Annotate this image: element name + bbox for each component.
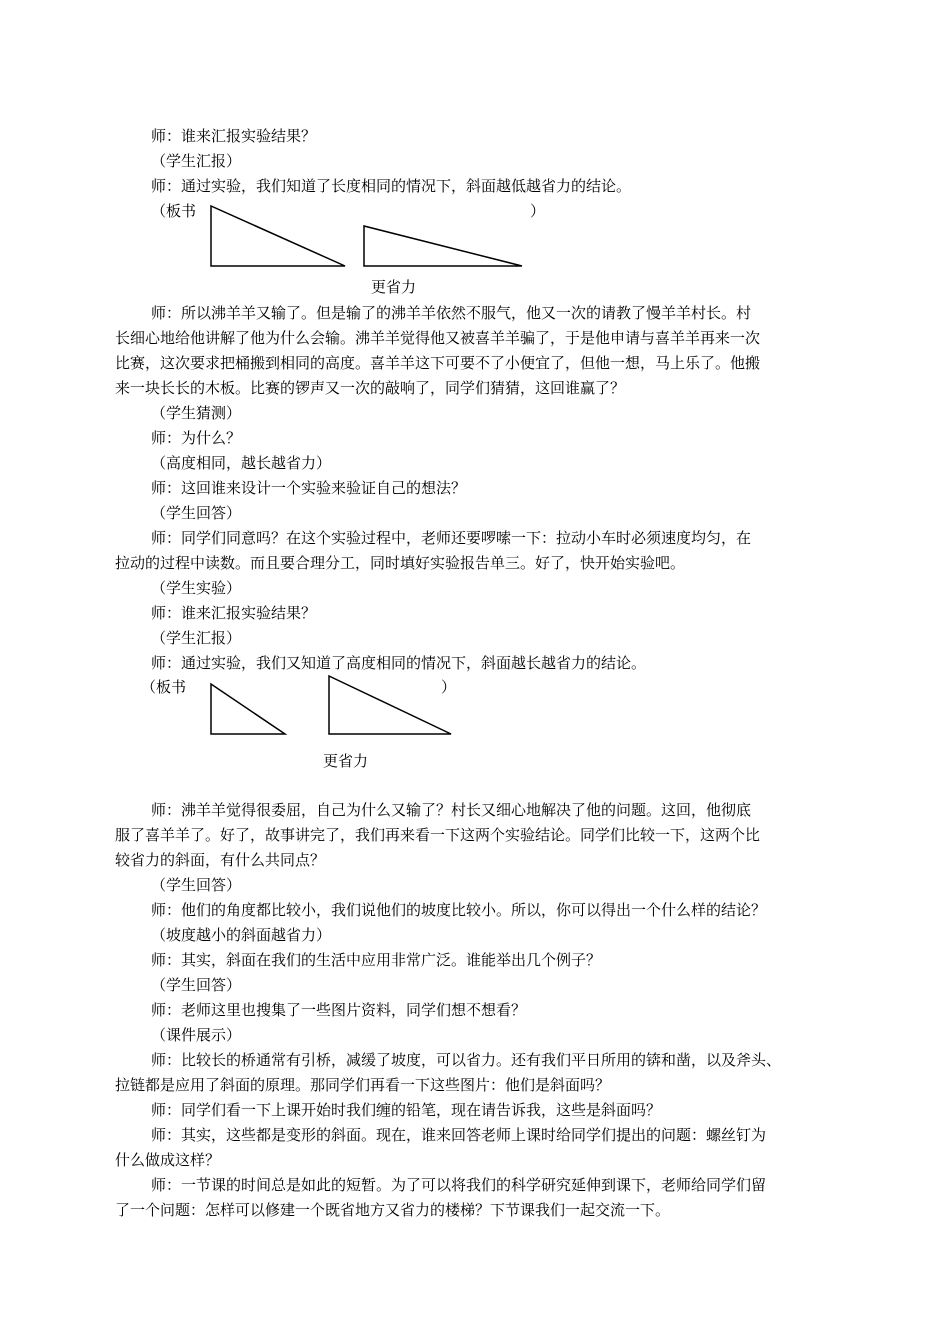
text-line: 拉链都是应用了斜面的原理。那同学们再看一下这些图片：他们是斜面吗？: [115, 1076, 611, 1094]
text-line: 师：他们的角度都比较小，我们说他们的坡度比较小。所以，你可以得出一个什么样的结论？: [151, 901, 767, 919]
board-caption: 更省力: [371, 278, 417, 296]
text-line: （学生汇报）: [151, 629, 242, 647]
board-open-label: （板书: [151, 202, 197, 220]
board-caption: 更省力: [323, 752, 369, 770]
text-line: 师：通过实验，我们又知道了高度相同的情况下，斜面越长越省力的结论。: [151, 654, 647, 672]
text-line: （课件展示）: [151, 1026, 242, 1044]
text-line: （高度相同，越长越省力）: [151, 454, 332, 472]
text-line: （学生回答）: [151, 976, 242, 994]
text-line: 来一块长长的木板。比赛的锣声又一次的敲响了，同学们猜猜，这回谁赢了？: [115, 379, 626, 397]
text-line: 师：这回谁来设计一个实验来验证自己的想法？: [151, 479, 467, 497]
text-line: 服了喜羊羊了。好了，故事讲完了，我们再来看一下这两个实验结论。同学们比较一下，这两个比: [115, 826, 761, 844]
text-line: 长细心地给他讲解了他为什么会输。沸羊羊觉得他又被喜羊羊骗了，于是他申请与喜羊羊再来一次: [115, 329, 761, 347]
text-line: 比赛，这次要求把桶搬到相同的高度。喜羊羊这下可要不了小便宜了，但他一想，马上乐了。他搬: [115, 354, 761, 372]
text-line: 较省力的斜面，有什么共同点？: [115, 851, 326, 869]
text-line: 师：其实，这些都是变形的斜面。现在，谁来回答老师上课时给同学们提出的问题：螺丝钉为: [151, 1126, 767, 1144]
text-line: （学生猜测）: [151, 404, 242, 422]
text-line: （学生回答）: [151, 504, 242, 522]
text-line: 师：同学们同意吗？在这个实验过程中，老师还要啰嗦一下：拉动小车时必须速度均匀，在: [151, 529, 752, 547]
incline-triangle-gentle: [360, 220, 530, 270]
text-line: 拉动的过程中读数。而且要合理分工，同时填好实验报告单三。好了，快开始实验吧。: [115, 554, 686, 572]
text-line: （学生实验）: [151, 579, 242, 597]
board-open-label: （板书: [141, 678, 187, 696]
incline-triangle-long: [323, 670, 463, 740]
text-line: 师：谁来汇报实验结果？: [151, 127, 317, 145]
text-line: 师：为什么？: [151, 429, 242, 447]
text-line: 师：一节课的时间总是如此的短暂。为了可以将我们的科学研究延伸到课下，老师给同学们留: [151, 1176, 767, 1194]
text-line: 师：所以沸羊羊又输了。但是输了的沸羊羊依然不服气，他又一次的请教了慢羊羊村长。村: [151, 304, 752, 322]
text-line: 什么做成这样？: [115, 1151, 221, 1169]
text-line: 师：比较长的桥通常有引桥，减缓了坡度，可以省力。还有我们平日所用的锛和凿，以及斧头、: [151, 1051, 782, 1069]
text-line: 了一个问题：怎样可以修建一个既省地方又省力的楼梯？下节课我们一起交流一下。: [115, 1201, 671, 1219]
text-line: 师：沸羊羊觉得很委屈，自己为什么又输了？村长又细心地解决了他的问题。这回，他彻底: [151, 801, 752, 819]
board-close-label: ）: [530, 202, 546, 220]
incline-triangle-short: [205, 680, 295, 740]
text-line: （学生汇报）: [151, 152, 242, 170]
text-line: 师：老师这里也搜集了一些图片资料，同学们想不想看？: [151, 1001, 527, 1019]
text-line: 师：谁来汇报实验结果？: [151, 604, 317, 622]
text-line: （坡度越小的斜面越省力）: [151, 926, 332, 944]
text-line: 师：同学们看一下上课开始时我们缠的铅笔，现在请告诉我，这些是斜面吗？: [151, 1101, 662, 1119]
text-line: （学生回答）: [151, 876, 242, 894]
incline-triangle-steep: [205, 200, 355, 270]
text-line: 师：其实，斜面在我们的生活中应用非常广泛。谁能举出几个例子？: [151, 951, 602, 969]
text-line: 师：通过实验，我们知道了长度相同的情况下，斜面越低越省力的结论。: [151, 177, 632, 195]
board-close-label: ）: [441, 678, 457, 696]
